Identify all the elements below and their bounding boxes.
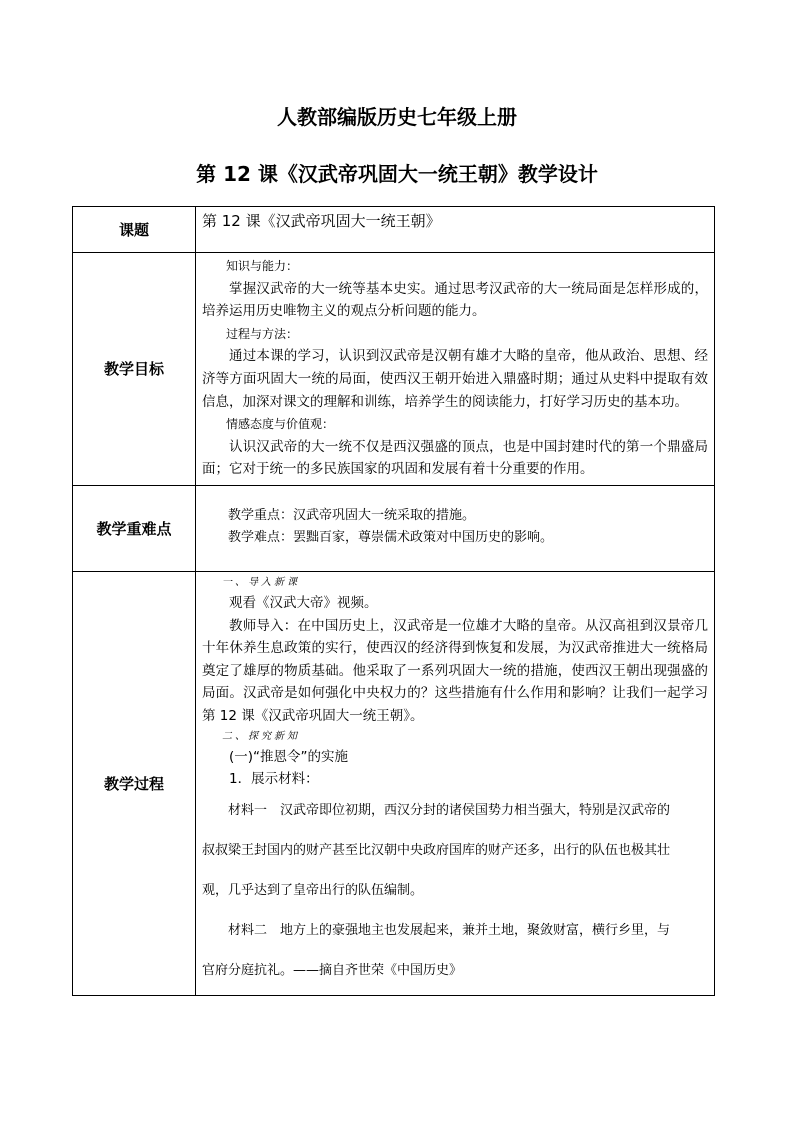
process-content	[196, 571, 715, 995]
table-row-key-points	[73, 485, 715, 571]
teacher-intro-text: 教师导入：在中国历史上，汉武帝是一位雄才大略的皇帝。从汉高祖到汉景帝几十年休养生息政策的实行，使西汉的经济得到恢复和发展，为汉武帝推进大一统格局奠定了雄厚的物质基础。他采取了一系列巩固大一统的措施，使西汉王朝出现强盛的局面。汉武帝是如何强化中央权力的？这些措施有什么作用和影响？让我们一起学习第 12 课《汉武帝巩固大一统王朝》。	[202, 617, 708, 724]
material2-line2: 官府分庭抗礼。——摘自齐世荣《中国历史》	[202, 962, 463, 978]
key-points-content	[196, 485, 715, 571]
subsection1-heading: (一)“推恩令”的实施	[229, 748, 349, 765]
topic-value	[196, 207, 715, 253]
label-key-points: 教学重难点	[73, 485, 196, 571]
label-topic: 课题	[73, 207, 196, 253]
table-row-process	[73, 571, 715, 995]
difficult-point-text: 教学难点：罢黜百家，尊崇儒术政策对中国历史的影响。	[228, 530, 554, 546]
material1-line2: 叔叔梁王封国内的财产甚至比汉朝中央政府国库的财产还多，出行的队伍也极其壮	[202, 842, 671, 858]
lesson-plan-table	[72, 206, 715, 996]
process-heading: 过程与方法：	[226, 326, 299, 341]
material1-line3: 观，几乎达到了皇帝出行的队伍编制。	[202, 882, 424, 898]
label-goals: 教学目标	[73, 253, 196, 486]
table-row-title	[73, 207, 715, 253]
material1-line1: 材料一 汉武帝即位初期，西汉分封的诸侯国势力相当强大，特别是汉武帝的	[228, 802, 671, 818]
emotion-heading: 情感态度与价值观：	[226, 417, 335, 432]
process-text: 通过本课的学习，认识到汉武帝是汉朝有雄才大略的皇帝，他从政治、思想、经济等方面巩固大一统的局面，使西汉王朝开始进入鼎盛时期；通过从史料中提取有效信息，加深对课文的理解和训练，培养学生的阅读能力，打好学习历史的基本功。	[202, 348, 708, 410]
topic-text: 第 12 课《汉武帝巩固大一统王朝》	[202, 212, 441, 230]
watch-video-text: 观看《汉武大帝》视频。	[229, 594, 378, 611]
knowledge-heading: 知识与能力：	[226, 259, 299, 273]
key-point-text: 教学重点：汉武帝巩固大一统采取的措施。	[228, 507, 476, 523]
knowledge-text: 掌握汉武帝的大一统等基本史实。通过思考汉武帝的大一统局面是怎样形成的，培养运用历史唯物主义的观点分析问题的能力。	[202, 280, 708, 320]
material2-line1: 材料二 地方上的豪强地主也发展起来，兼并土地，聚敛财富，横行乡里，与	[228, 922, 671, 938]
section2-heading: 二、探究新知	[222, 730, 300, 742]
label-process: 教学过程	[73, 571, 196, 995]
section1-heading: 一、导入新课	[222, 576, 300, 588]
goals-content	[196, 253, 715, 486]
lesson-title: 第 12 课《汉武帝巩固大一统王朝》教学设计	[196, 162, 598, 186]
emotion-text: 认识汉武帝的大一统不仅是西汉强盛的顶点，也是中国封建时代的第一个鼎盛局面；它对于统一的多民族国家的巩固和发展有着十分重要的作用。	[202, 438, 708, 478]
document-title: 人教部编版历史七年级上册	[277, 105, 517, 129]
step1-text: 1．展示材料：	[229, 771, 319, 788]
table-row-goals	[73, 253, 715, 486]
